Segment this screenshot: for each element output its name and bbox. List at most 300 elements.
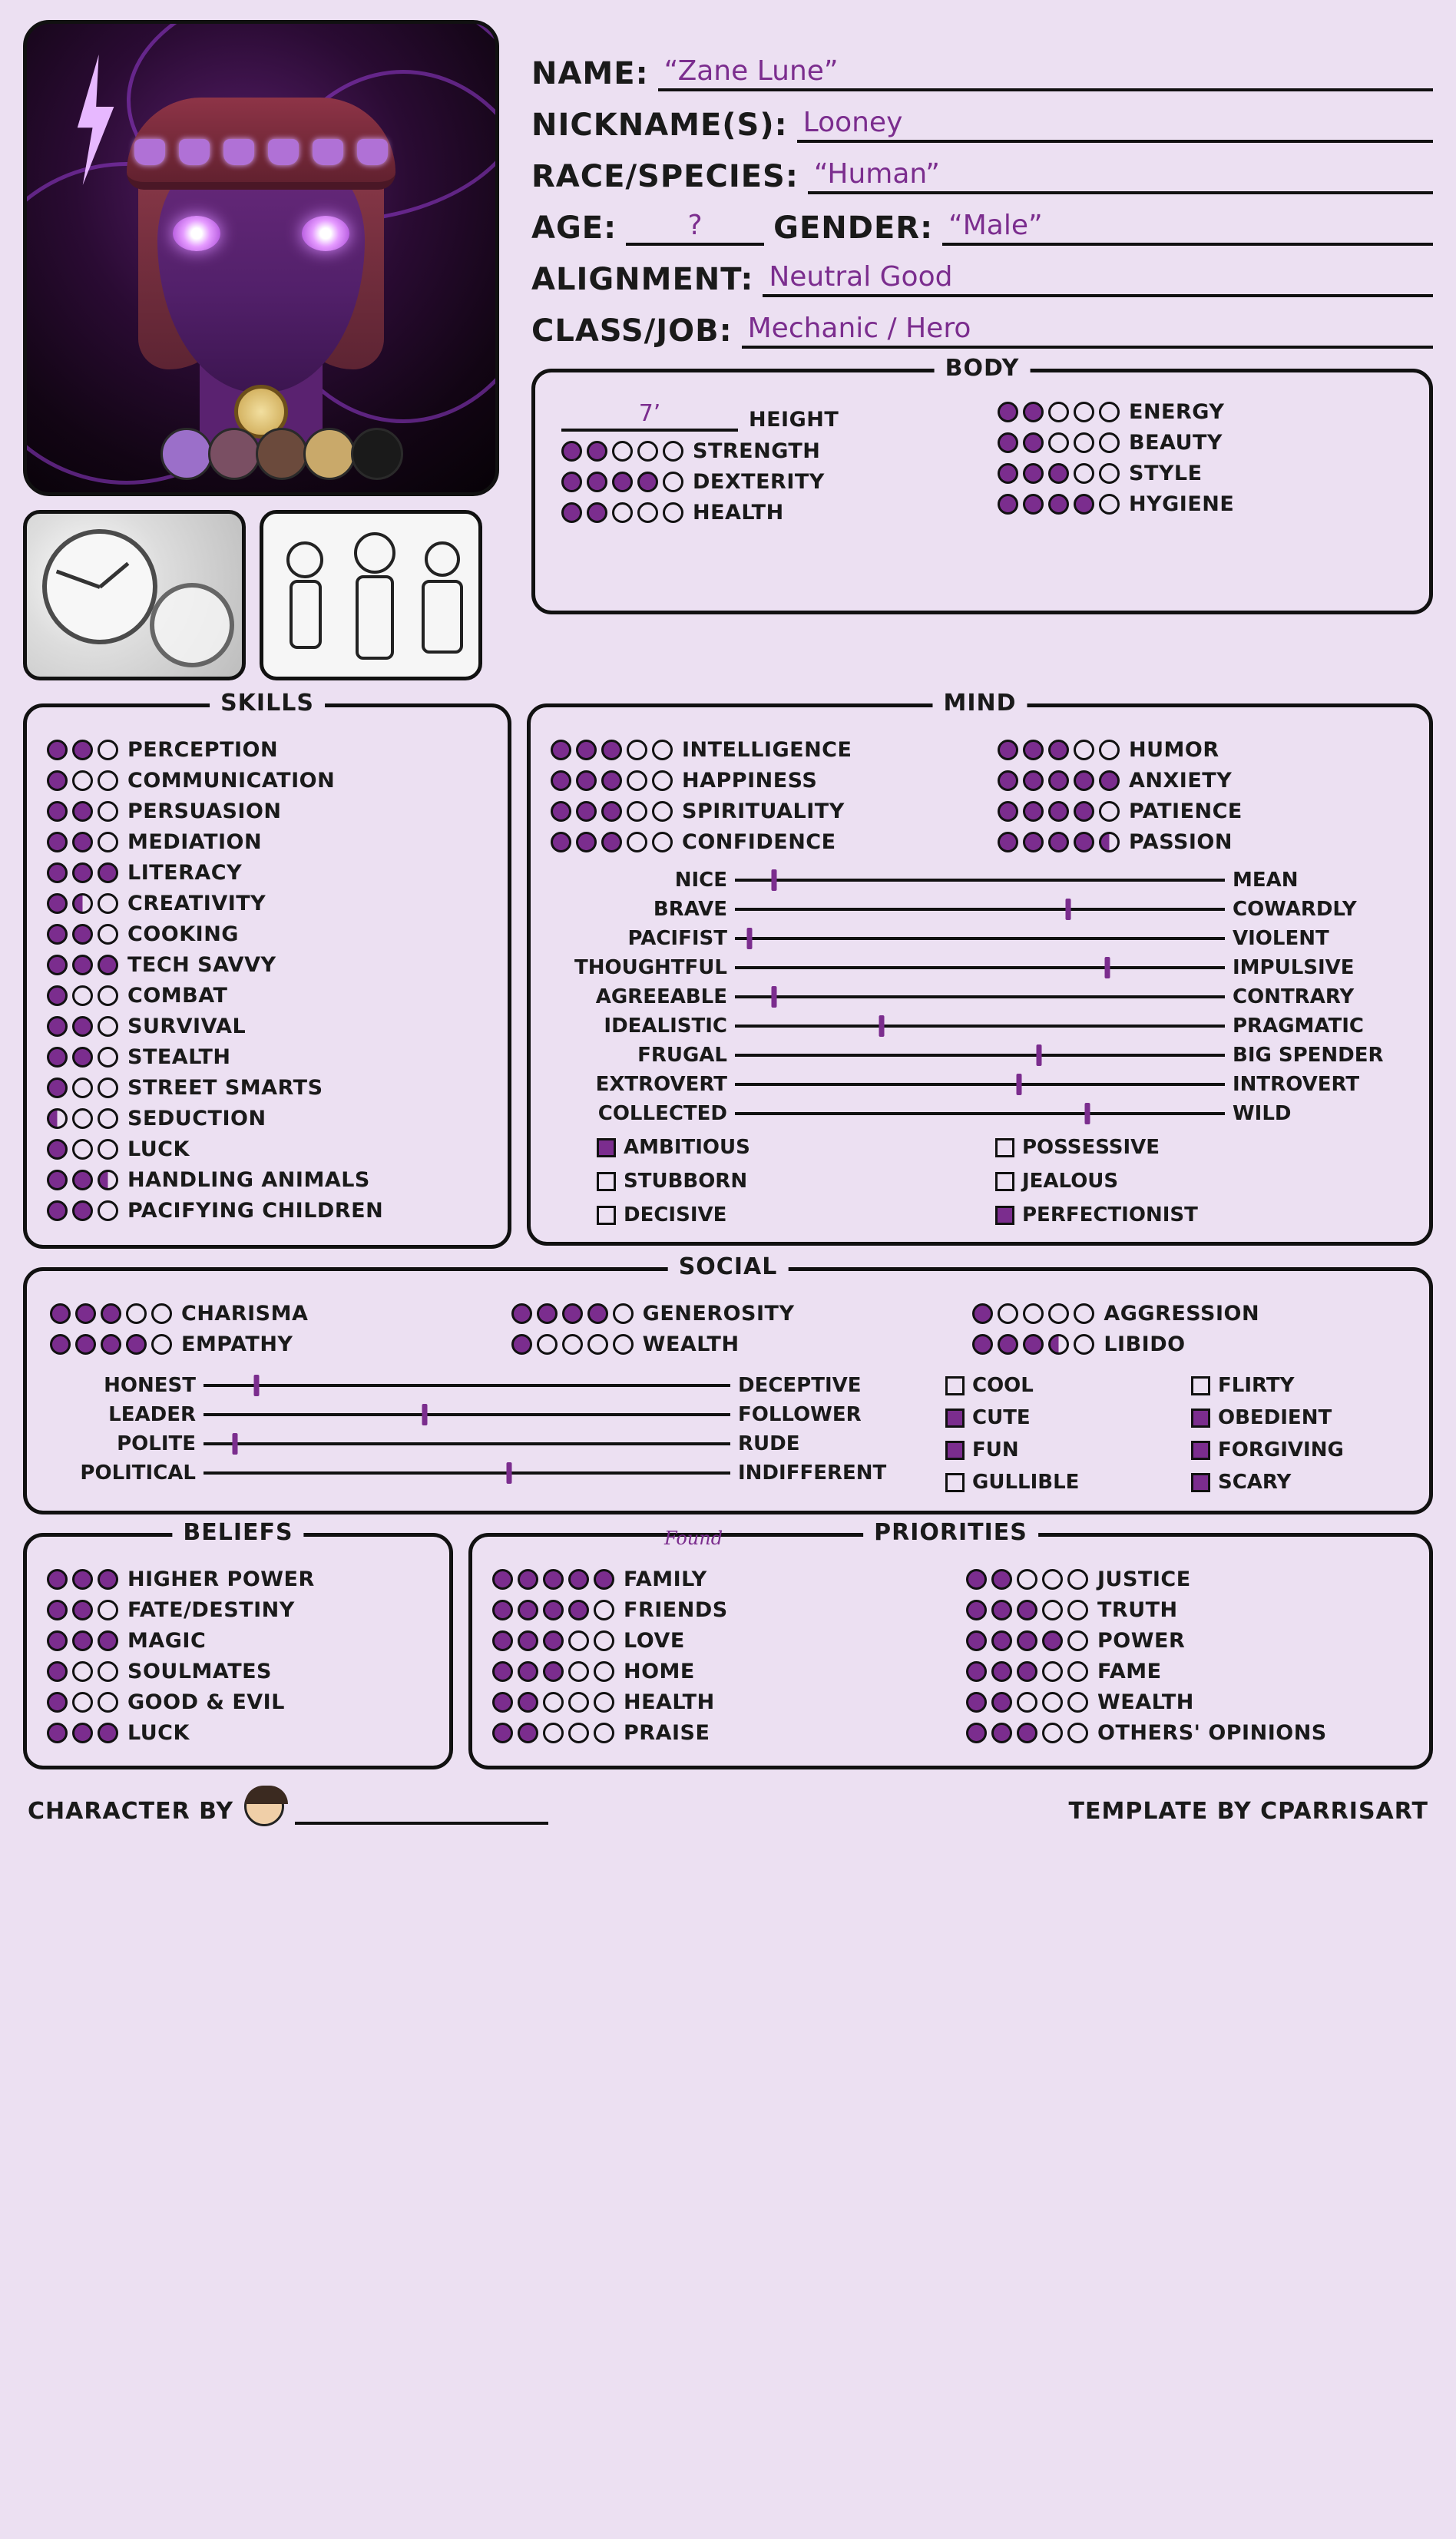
rating-dot[interactable] (594, 1630, 614, 1651)
rating-dot[interactable] (966, 1569, 987, 1590)
rating-dot[interactable] (627, 801, 647, 822)
field-value-gender[interactable]: “Male” (942, 210, 1433, 246)
slider-handle[interactable] (422, 1404, 428, 1425)
rating-dot[interactable] (1017, 1661, 1037, 1682)
rating-dot[interactable] (966, 1661, 987, 1682)
rating-dot[interactable] (47, 1661, 68, 1682)
rating-dot[interactable] (561, 441, 582, 462)
rating-dot[interactable] (1017, 1723, 1037, 1743)
rating-dots[interactable] (492, 1600, 614, 1620)
rating-dot[interactable] (98, 862, 118, 883)
rating-dot[interactable] (72, 1569, 93, 1590)
rating-dot[interactable] (47, 1692, 68, 1713)
rating-dot[interactable] (966, 1723, 987, 1743)
field-value-name[interactable]: “Zane Lune” (658, 55, 1433, 91)
rating-dot[interactable] (637, 472, 658, 492)
checkbox-row[interactable] (1191, 1406, 1406, 1429)
rating-dot[interactable] (72, 832, 93, 852)
slider-track[interactable] (735, 1016, 1225, 1036)
rating-dot[interactable] (991, 1630, 1012, 1651)
checkbox[interactable] (597, 1138, 616, 1157)
rating-dots[interactable] (561, 502, 683, 523)
rating-dots[interactable] (551, 832, 673, 852)
checkbox-row[interactable] (597, 1136, 965, 1159)
slider-track[interactable] (204, 1463, 730, 1483)
rating-dot[interactable] (98, 1047, 118, 1068)
rating-dot[interactable] (1099, 494, 1120, 515)
rating-dots[interactable] (966, 1569, 1088, 1590)
rating-dot[interactable] (98, 1692, 118, 1713)
rating-dot[interactable] (47, 801, 68, 822)
rating-dot[interactable] (1074, 770, 1094, 791)
rating-dot[interactable] (594, 1692, 614, 1713)
rating-dots[interactable] (47, 1108, 118, 1129)
rating-dot[interactable] (663, 502, 683, 523)
rating-dot[interactable] (1067, 1661, 1088, 1682)
rating-dot[interactable] (126, 1334, 147, 1355)
rating-dot[interactable] (72, 893, 93, 914)
rating-dots[interactable] (47, 1569, 118, 1590)
slider-handle[interactable] (1017, 1074, 1022, 1095)
slider-track[interactable] (735, 1045, 1225, 1065)
rating-dots[interactable] (492, 1661, 614, 1682)
checkbox[interactable] (1191, 1441, 1210, 1460)
rating-dot[interactable] (1074, 740, 1094, 760)
rating-dot[interactable] (1099, 832, 1120, 852)
rating-dot[interactable] (47, 1016, 68, 1037)
rating-dots[interactable] (492, 1723, 614, 1743)
checkbox[interactable] (945, 1409, 965, 1428)
rating-dot[interactable] (998, 770, 1018, 791)
checkbox[interactable] (1191, 1376, 1210, 1395)
rating-dot[interactable] (1074, 494, 1094, 515)
rating-dot[interactable] (98, 832, 118, 852)
rating-dots[interactable] (47, 1723, 118, 1743)
rating-dot[interactable] (511, 1334, 532, 1355)
rating-dot[interactable] (543, 1661, 564, 1682)
slider-handle[interactable] (747, 928, 753, 949)
rating-dots[interactable] (47, 1139, 118, 1160)
rating-dot[interactable] (561, 472, 582, 492)
rating-dot[interactable] (75, 1303, 96, 1324)
rating-dots[interactable] (972, 1303, 1094, 1324)
rating-dots[interactable] (551, 801, 673, 822)
rating-dot[interactable] (587, 1303, 608, 1324)
rating-dot[interactable] (991, 1569, 1012, 1590)
rating-dot[interactable] (518, 1569, 538, 1590)
rating-dot[interactable] (543, 1600, 564, 1620)
rating-dot[interactable] (72, 862, 93, 883)
rating-dots[interactable] (47, 985, 118, 1006)
rating-dot[interactable] (72, 1723, 93, 1743)
slider-handle[interactable] (772, 869, 777, 891)
rating-dot[interactable] (568, 1600, 589, 1620)
rating-dots[interactable] (511, 1334, 634, 1355)
rating-dot[interactable] (587, 441, 607, 462)
rating-dot[interactable] (613, 1334, 634, 1355)
rating-dot[interactable] (972, 1303, 993, 1324)
rating-dot[interactable] (1074, 1303, 1094, 1324)
rating-dot[interactable] (72, 1170, 93, 1190)
rating-dot[interactable] (998, 832, 1018, 852)
rating-dot[interactable] (587, 1334, 608, 1355)
character-by-line[interactable] (295, 1799, 548, 1825)
rating-dots[interactable] (966, 1723, 1088, 1743)
rating-dot[interactable] (594, 1723, 614, 1743)
rating-dot[interactable] (1042, 1600, 1063, 1620)
checkbox-row[interactable] (995, 1203, 1363, 1226)
checkbox[interactable] (995, 1172, 1014, 1191)
rating-dot[interactable] (1023, 463, 1044, 484)
rating-dot[interactable] (1067, 1569, 1088, 1590)
slider-handle[interactable] (1036, 1044, 1041, 1066)
rating-dot[interactable] (1099, 770, 1120, 791)
rating-dot[interactable] (98, 1661, 118, 1682)
rating-dots[interactable] (966, 1600, 1088, 1620)
slider-handle[interactable] (233, 1433, 238, 1455)
rating-dot[interactable] (98, 1600, 118, 1620)
slider-row[interactable] (50, 1403, 922, 1426)
rating-dot[interactable] (151, 1303, 172, 1324)
slider-row[interactable] (551, 956, 1409, 979)
rating-dot[interactable] (991, 1692, 1012, 1713)
rating-dot[interactable] (1023, 432, 1044, 453)
rating-dot[interactable] (1099, 463, 1120, 484)
field-value-race[interactable]: “Human” (808, 158, 1433, 194)
rating-dot[interactable] (543, 1569, 564, 1590)
rating-dot[interactable] (576, 801, 597, 822)
rating-dots[interactable] (511, 1303, 634, 1324)
rating-dot[interactable] (98, 740, 118, 760)
rating-dot[interactable] (47, 1047, 68, 1068)
slider-track[interactable] (735, 1104, 1225, 1124)
rating-dot[interactable] (561, 502, 582, 523)
slider-row[interactable] (551, 1015, 1409, 1038)
rating-dot[interactable] (98, 955, 118, 975)
field-value-class[interactable]: Mechanic / Hero (742, 313, 1433, 349)
rating-dot[interactable] (518, 1692, 538, 1713)
slider-handle[interactable] (879, 1015, 885, 1037)
rating-dots[interactable] (47, 1661, 118, 1682)
rating-dot[interactable] (518, 1600, 538, 1620)
rating-dot[interactable] (47, 1630, 68, 1651)
rating-dot[interactable] (637, 441, 658, 462)
rating-dot[interactable] (627, 770, 647, 791)
rating-dots[interactable] (50, 1334, 172, 1355)
rating-dot[interactable] (72, 1600, 93, 1620)
rating-dot[interactable] (72, 955, 93, 975)
rating-dot[interactable] (1023, 770, 1044, 791)
rating-dots[interactable] (551, 740, 673, 760)
rating-dot[interactable] (568, 1723, 589, 1743)
slider-track[interactable] (735, 958, 1225, 978)
slider-track[interactable] (204, 1405, 730, 1425)
slider-row[interactable] (50, 1374, 922, 1397)
checkbox[interactable] (1191, 1409, 1210, 1428)
rating-dot[interactable] (1048, 801, 1069, 822)
rating-dot[interactable] (652, 832, 673, 852)
slider-track[interactable] (735, 987, 1225, 1007)
rating-dot[interactable] (594, 1600, 614, 1620)
rating-dot[interactable] (47, 1723, 68, 1743)
rating-dot[interactable] (551, 770, 571, 791)
rating-dot[interactable] (601, 740, 622, 760)
rating-dot[interactable] (576, 740, 597, 760)
rating-dots[interactable] (47, 1047, 118, 1068)
rating-dot[interactable] (612, 441, 633, 462)
rating-dots[interactable] (47, 1016, 118, 1037)
rating-dot[interactable] (492, 1692, 513, 1713)
rating-dots[interactable] (561, 441, 683, 462)
rating-dot[interactable] (568, 1569, 589, 1590)
slider-track[interactable] (204, 1375, 730, 1395)
checkbox-row[interactable] (995, 1136, 1363, 1159)
rating-dot[interactable] (537, 1334, 558, 1355)
rating-dots[interactable] (998, 402, 1120, 422)
checkbox-row[interactable] (995, 1170, 1363, 1193)
rating-dot[interactable] (1042, 1692, 1063, 1713)
slider-track[interactable] (204, 1434, 730, 1454)
rating-dots[interactable] (998, 801, 1120, 822)
rating-dot[interactable] (991, 1723, 1012, 1743)
field-value-alignment[interactable]: Neutral Good (763, 261, 1433, 297)
rating-dot[interactable] (1074, 832, 1094, 852)
rating-dot[interactable] (537, 1303, 558, 1324)
rating-dot[interactable] (47, 893, 68, 914)
rating-dots[interactable] (561, 472, 683, 492)
slider-row[interactable] (50, 1432, 922, 1455)
rating-dots[interactable] (998, 432, 1120, 453)
rating-dot[interactable] (518, 1723, 538, 1743)
rating-dot[interactable] (1048, 770, 1069, 791)
rating-dot[interactable] (72, 985, 93, 1006)
rating-dots[interactable] (47, 862, 118, 883)
rating-dot[interactable] (998, 463, 1018, 484)
rating-dot[interactable] (1074, 1334, 1094, 1355)
rating-dot[interactable] (1023, 740, 1044, 760)
rating-dot[interactable] (543, 1692, 564, 1713)
rating-dots[interactable] (50, 1303, 172, 1324)
checkbox[interactable] (945, 1441, 965, 1460)
rating-dot[interactable] (98, 770, 118, 791)
rating-dot[interactable] (1042, 1723, 1063, 1743)
rating-dot[interactable] (1017, 1600, 1037, 1620)
rating-dot[interactable] (98, 1569, 118, 1590)
rating-dot[interactable] (1074, 463, 1094, 484)
rating-dot[interactable] (72, 924, 93, 945)
slider-row[interactable] (551, 1073, 1409, 1096)
rating-dot[interactable] (72, 1078, 93, 1098)
rating-dot[interactable] (72, 1661, 93, 1682)
rating-dot[interactable] (601, 832, 622, 852)
rating-dot[interactable] (587, 472, 607, 492)
rating-dots[interactable] (492, 1630, 614, 1651)
slider-handle[interactable] (1104, 957, 1110, 978)
rating-dot[interactable] (543, 1630, 564, 1651)
checkbox-row[interactable] (945, 1471, 1160, 1494)
rating-dot[interactable] (594, 1661, 614, 1682)
field-value-age[interactable]: ? (626, 210, 764, 246)
rating-dot[interactable] (551, 740, 571, 760)
rating-dot[interactable] (1067, 1600, 1088, 1620)
checkbox-row[interactable] (945, 1438, 1160, 1461)
rating-dots[interactable] (47, 740, 118, 760)
rating-dot[interactable] (972, 1334, 993, 1355)
slider-row[interactable] (551, 927, 1409, 950)
rating-dot[interactable] (1074, 801, 1094, 822)
rating-dots[interactable] (551, 770, 673, 791)
rating-dot[interactable] (47, 740, 68, 760)
rating-dot[interactable] (47, 1078, 68, 1098)
rating-dots[interactable] (47, 1630, 118, 1651)
rating-dot[interactable] (72, 1016, 93, 1037)
rating-dot[interactable] (1023, 1334, 1044, 1355)
rating-dot[interactable] (98, 893, 118, 914)
rating-dot[interactable] (1042, 1630, 1063, 1651)
rating-dot[interactable] (1048, 1334, 1069, 1355)
rating-dot[interactable] (576, 832, 597, 852)
rating-dot[interactable] (1099, 432, 1120, 453)
rating-dots[interactable] (998, 463, 1120, 484)
slider-handle[interactable] (506, 1462, 511, 1484)
rating-dot[interactable] (1099, 801, 1120, 822)
rating-dots[interactable] (47, 893, 118, 914)
rating-dot[interactable] (1017, 1692, 1037, 1713)
rating-dot[interactable] (47, 1200, 68, 1221)
checkbox[interactable] (945, 1473, 965, 1492)
rating-dot[interactable] (72, 1047, 93, 1068)
rating-dot[interactable] (587, 502, 607, 523)
rating-dot[interactable] (562, 1303, 583, 1324)
rating-dots[interactable] (972, 1334, 1094, 1355)
slider-row[interactable] (50, 1461, 922, 1485)
rating-dot[interactable] (652, 770, 673, 791)
rating-dot[interactable] (568, 1692, 589, 1713)
slider-row[interactable] (551, 1044, 1409, 1067)
rating-dot[interactable] (47, 832, 68, 852)
rating-dot[interactable] (998, 740, 1018, 760)
checkbox[interactable] (995, 1138, 1014, 1157)
slider-handle[interactable] (772, 986, 777, 1008)
checkbox[interactable] (1191, 1473, 1210, 1492)
rating-dots[interactable] (47, 1078, 118, 1098)
rating-dot[interactable] (1048, 402, 1069, 422)
checkbox-row[interactable] (597, 1170, 965, 1193)
rating-dot[interactable] (126, 1303, 147, 1324)
checkbox-row[interactable] (597, 1203, 965, 1226)
rating-dot[interactable] (1042, 1569, 1063, 1590)
rating-dots[interactable] (998, 832, 1120, 852)
slider-track[interactable] (735, 929, 1225, 948)
rating-dot[interactable] (98, 1630, 118, 1651)
rating-dots[interactable] (47, 955, 118, 975)
rating-dot[interactable] (98, 1170, 118, 1190)
rating-dot[interactable] (991, 1600, 1012, 1620)
rating-dots[interactable] (966, 1630, 1088, 1651)
rating-dot[interactable] (1048, 463, 1069, 484)
checkbox-row[interactable] (1191, 1438, 1406, 1461)
rating-dots[interactable] (47, 1600, 118, 1620)
rating-dot[interactable] (72, 1630, 93, 1651)
rating-dot[interactable] (998, 402, 1018, 422)
rating-dot[interactable] (551, 801, 571, 822)
slider-track[interactable] (735, 870, 1225, 890)
rating-dot[interactable] (50, 1334, 71, 1355)
rating-dot[interactable] (98, 1016, 118, 1037)
slider-row[interactable] (551, 985, 1409, 1008)
slider-handle[interactable] (253, 1375, 259, 1396)
rating-dot[interactable] (47, 1139, 68, 1160)
rating-dots[interactable] (966, 1692, 1088, 1713)
rating-dot[interactable] (50, 1303, 71, 1324)
rating-dots[interactable] (47, 801, 118, 822)
slider-track[interactable] (735, 899, 1225, 919)
rating-dots[interactable] (47, 770, 118, 791)
rating-dot[interactable] (72, 1692, 93, 1713)
rating-dot[interactable] (98, 1139, 118, 1160)
rating-dot[interactable] (1048, 832, 1069, 852)
rating-dot[interactable] (47, 1108, 68, 1129)
rating-dot[interactable] (1042, 1661, 1063, 1682)
rating-dot[interactable] (492, 1630, 513, 1651)
rating-dot[interactable] (98, 924, 118, 945)
rating-dots[interactable] (966, 1661, 1088, 1682)
rating-dots[interactable] (492, 1569, 614, 1590)
rating-dot[interactable] (998, 801, 1018, 822)
rating-dot[interactable] (98, 985, 118, 1006)
rating-dot[interactable] (1017, 1630, 1037, 1651)
rating-dot[interactable] (1074, 432, 1094, 453)
checkbox[interactable] (597, 1172, 616, 1191)
rating-dots[interactable] (47, 832, 118, 852)
slider-row[interactable] (551, 869, 1409, 892)
rating-dot[interactable] (1067, 1692, 1088, 1713)
rating-dot[interactable] (72, 1200, 93, 1221)
rating-dots[interactable] (47, 1200, 118, 1221)
rating-dot[interactable] (652, 801, 673, 822)
rating-dot[interactable] (98, 1078, 118, 1098)
rating-dot[interactable] (637, 502, 658, 523)
rating-dots[interactable] (998, 770, 1120, 791)
rating-dot[interactable] (492, 1600, 513, 1620)
rating-dot[interactable] (98, 801, 118, 822)
rating-dot[interactable] (613, 1303, 634, 1324)
rating-dot[interactable] (627, 832, 647, 852)
rating-dot[interactable] (492, 1661, 513, 1682)
rating-dot[interactable] (1023, 801, 1044, 822)
rating-dot[interactable] (998, 432, 1018, 453)
rating-dot[interactable] (594, 1569, 614, 1590)
checkbox-row[interactable] (945, 1374, 1160, 1397)
rating-dot[interactable] (1048, 740, 1069, 760)
rating-dot[interactable] (1023, 494, 1044, 515)
rating-dot[interactable] (72, 770, 93, 791)
rating-dot[interactable] (612, 502, 633, 523)
rating-dot[interactable] (568, 1661, 589, 1682)
checkbox-row[interactable] (1191, 1374, 1406, 1397)
rating-dots[interactable] (998, 494, 1120, 515)
rating-dot[interactable] (966, 1600, 987, 1620)
field-value-nickname[interactable]: Looney (797, 107, 1433, 143)
slider-handle[interactable] (1085, 1103, 1090, 1124)
slider-track[interactable] (735, 1074, 1225, 1094)
rating-dot[interactable] (1023, 402, 1044, 422)
rating-dot[interactable] (1067, 1723, 1088, 1743)
rating-dot[interactable] (1023, 832, 1044, 852)
rating-dot[interactable] (98, 1200, 118, 1221)
rating-dot[interactable] (1074, 402, 1094, 422)
rating-dot[interactable] (75, 1334, 96, 1355)
